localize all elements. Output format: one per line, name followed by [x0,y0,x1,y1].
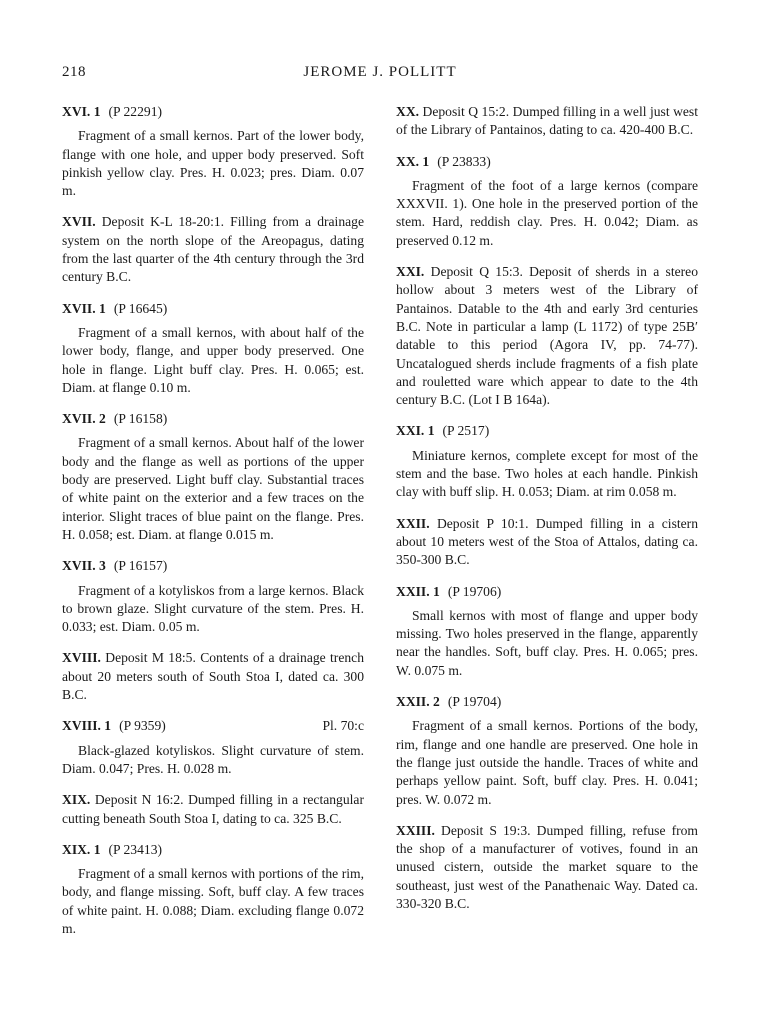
deposit-description: Deposit M 18:5. Contents of a drainage trench about 20 meters south of South Stoa I, dated ca. 300 B.C. [62,650,364,703]
plate-reference: Pl. 70:c [322,718,364,734]
deposit-description: Deposit Q 15:3. Deposit of sherds in a stereo hollow about 3 meters west of the Library of Pantainos. Datable to the 4th and early 3rd centuries B.C. Note in particular a lamp (L 1172) of type 25B′ datable to this period (Agora IV, pp. 74-77). Uncatalogued sherds include fragments of a fish plate and rouletted ware which appear to date to the 4th century B.C. (Lot I B 164a). [396,264,698,408]
catalog-heading [62,300,364,318]
catalog-number: XVI. 1 [62,104,101,119]
deposit-number: XXI. [396,264,425,280]
inventory-number: (P 23833) [437,153,491,169]
catalog-heading [62,557,364,575]
catalog-heading [396,693,698,711]
catalog-heading [62,103,364,121]
entry-description: Miniature kernos, complete except for most of the stem and the base. Two holes at each handle. Pinkish clay with buff slip. H. 0.053; Diam. at rim 0.058 m. [396,447,698,500]
deposit-number: XXII. [396,515,430,531]
catalog-entry [62,410,364,544]
entry-description: Fragment of a small kernos. Part of the lower body, flange with one hole, and upper body preserved. Soft pinkish yellow clay. Pres. H. 0.023; pres. Diam. 0.07 m. [62,128,364,199]
entry-description: Fragment of the foot of a large kernos (compare XXXVII. 1). One hole in the preserved portion of the stem. Hard, reddish clay. Pres. H. 0.042; Diam. as preserved 0.12 m. [396,177,698,248]
catalog-heading [396,153,698,171]
deposit-description: Deposit S 19:3. Dumped filling, refuse from the shop of a manufacturer of votives, found in an unused cistern, outside the market square to the southeast, just west of the Panathenaic Way. Dated ca. 330-320 B.C. [396,822,698,911]
catalog-entry [62,717,364,778]
deposit-entry [396,263,698,409]
inventory-number: (P 23413) [108,841,163,857]
right-column [396,103,698,926]
catalog-entry [62,841,364,938]
entry-description: Small kernos with most of flange and upper body missing. Two holes preserved in the flange, apparently near the handles. Soft, buff clay. Pres. H. 0.065; pres. W. 0.075 m. [396,607,698,678]
page-header [62,64,698,84]
running-head: JEROME J. POLLITT [303,64,457,80]
entry-description: Fragment of a kotyliskos from a large kernos. Black to brown glaze. Slight curvature of the stem. Pres. H. 0.033; est. Diam. 0.05 m. [62,582,364,635]
entry-description: Black-glazed kotyliskos. Slight curvature of stem. Diam. 0.047; Pres. H. 0.028 m. [62,742,364,776]
inventory-number: (P 9359) [119,718,166,734]
catalog-heading [62,410,364,428]
catalog-heading [396,583,698,601]
catalog-number: XVIII. 1 [62,718,112,734]
deposit-entry [396,515,698,570]
catalog-heading [396,422,698,440]
inventory-number: (P 16158) [113,411,168,427]
catalog-number: XXII. 1 [396,583,440,599]
catalog-number: XVII. 1 [62,300,106,316]
deposit-entry [62,213,364,286]
deposit-description: Deposit K-L 18-20:1. Filling from a drainage system on the north slope of the Areopagus, dating from the last quarter of the 4th century through the 3rd century B.C. [62,214,364,285]
deposit-number: XVII. [62,214,96,230]
entry-description: Fragment of a small kernos. Portions of the body, rim, flange and one handle are preserved. One hole in the flange just outside the handle. Traces of white and perhaps yellow paint. Soft, buff clay. Pres. H. 0.041; pres. W. 0.072 m. [396,718,698,807]
inventory-number: (P 16645) [113,300,168,316]
deposit-entry [396,103,698,140]
catalog-number: XX. 1 [396,153,430,169]
page-number: 218 [62,64,86,80]
deposit-number: XIX. [62,792,91,808]
catalog-entry [62,103,364,200]
catalog-number: XXI. 1 [396,423,435,439]
catalog-entry [396,693,698,809]
catalog-entry [396,583,698,680]
deposit-description: Deposit N 16:2. Dumped filling in a rectangular cutting beneath South Stoa I, dating to ca. 325 B.C. [62,792,364,826]
catalog-number: XXII. 2 [396,694,440,710]
catalog-number: XIX. 1 [62,841,101,857]
inventory-number: (P 19704) [447,694,502,710]
catalog-entry [62,300,364,397]
inventory-number: (P 19706) [447,583,502,599]
entry-description: Fragment of a small kernos. About half of the lower body and the flange as well as portions of the upper body are preserved. Light buff clay. Substantial traces of white paint on the exterior and a few traces on the interior. Slight traces of blue paint on the flange. Pres. H. 0.058; est. Diam. at flange 0.015 m. [62,435,364,542]
entry-description: Fragment of a small kernos with portions of the rim, body, and flange missing. Soft, buff clay. A few traces of white paint. H. 0.088; Diam. excluding flange 0.072 m. [62,866,364,936]
deposit-description: Deposit P 10:1. Dumped filling in a cistern about 10 meters west of the Stoa of Attalos, dating ca. 350-300 B.C. [396,515,698,568]
catalog-heading [62,717,364,735]
deposit-entry [396,822,698,913]
left-column [62,103,364,951]
catalog-entry [396,422,698,501]
catalog-entry [62,557,364,636]
deposit-entry [62,649,364,704]
inventory-number: (P 22291) [108,104,163,119]
inventory-number: (P 2517) [442,423,490,439]
entry-description: Fragment of a small kernos, with about half of the lower body, flange, and upper body preserved. One hole in flange. Light buff clay. Pres. H. 0.065; est. Diam. at flange 0.10 m. [62,324,364,395]
deposit-number: XXIII. [396,822,435,838]
catalog-heading [62,841,364,859]
deposit-entry [62,791,364,828]
deposit-number: XVIII. [62,650,101,666]
inventory-number: (P 16157) [113,558,168,574]
catalog-number: XVII. 2 [62,411,106,427]
deposit-number: XX. [396,104,420,119]
catalog-entry [396,153,698,250]
deposit-description: Deposit Q 15:2. Dumped filling in a well just west of the Library of Pantainos, dating to ca. 420-400 B.C. [396,104,698,138]
catalog-number: XVII. 3 [62,558,106,574]
